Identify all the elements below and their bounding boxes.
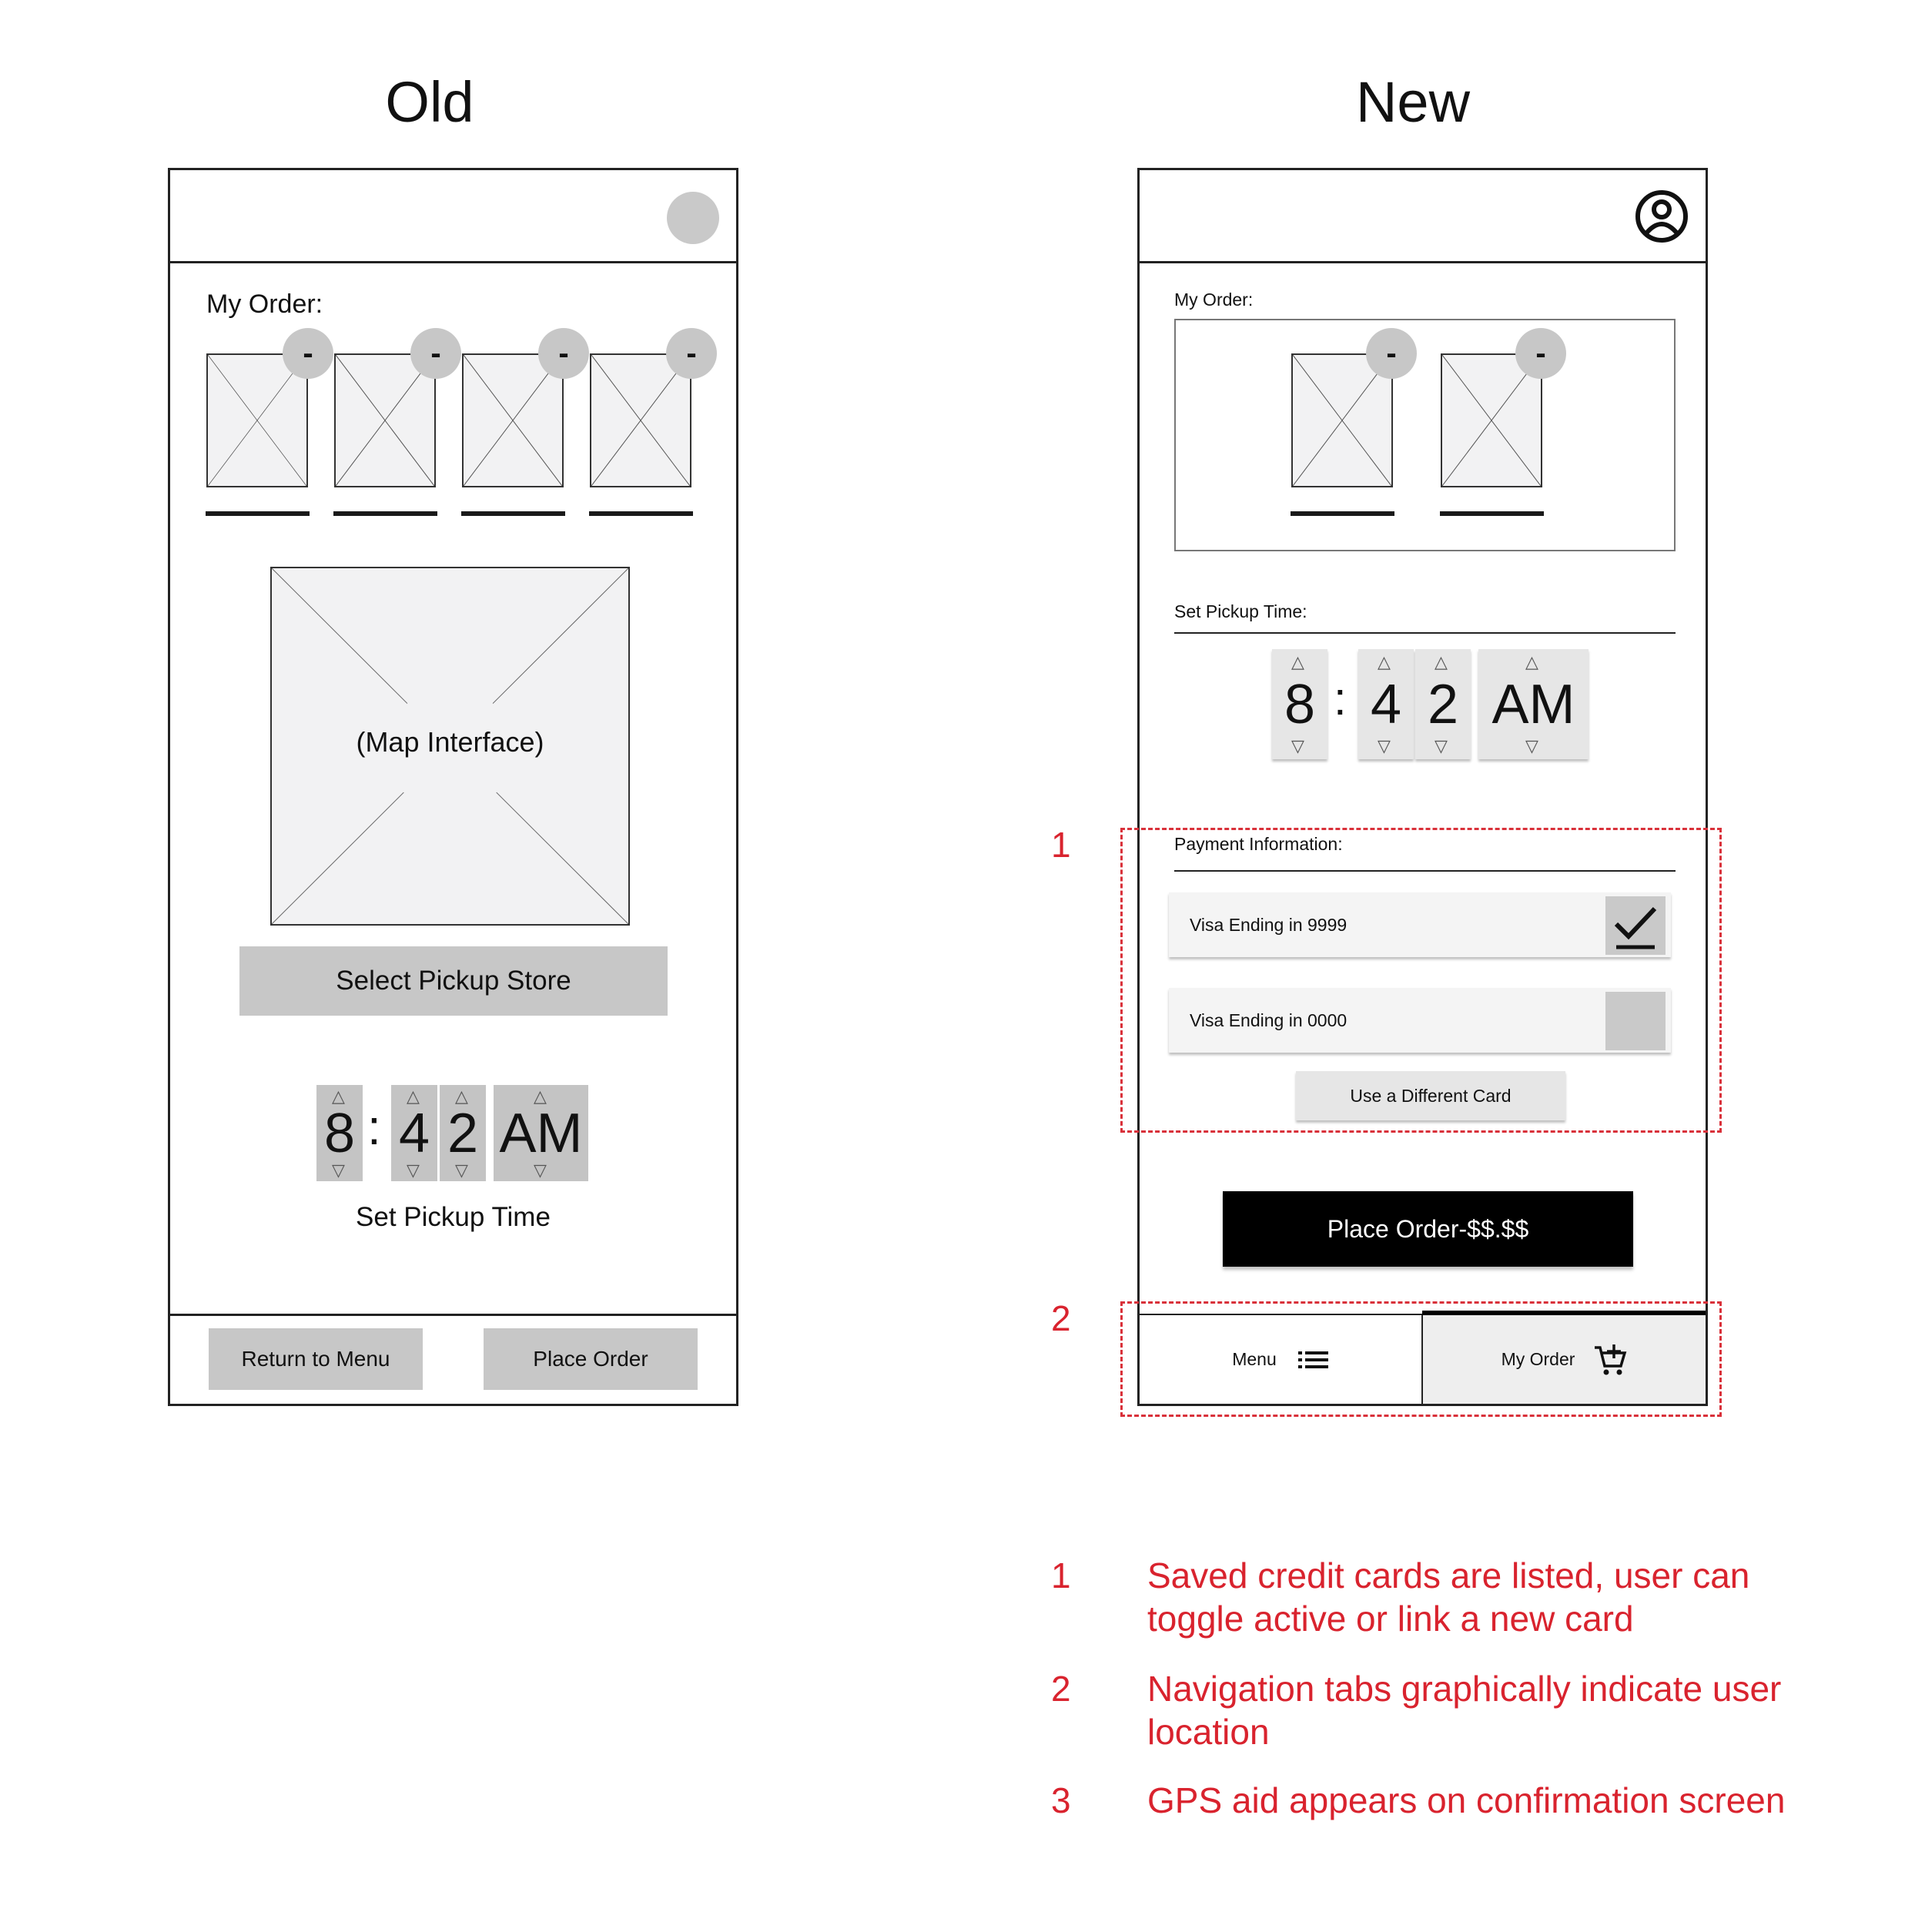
- select-pickup-store-button[interactable]: Select Pickup Store: [239, 946, 668, 1016]
- down-arrow-icon[interactable]: ▽: [407, 1160, 420, 1180]
- annotation-box-payment: [1120, 828, 1722, 1133]
- old-set-pickup-time-label: Set Pickup Time: [356, 1202, 551, 1232]
- old-place-order-button[interactable]: Place Order: [484, 1328, 698, 1390]
- new-min1-value: 4: [1370, 673, 1402, 735]
- old-min2-value: 2: [447, 1102, 479, 1164]
- note-number: 2: [1051, 1669, 1071, 1709]
- old-map-interface[interactable]: [270, 567, 630, 926]
- old-time-colon: :: [367, 1100, 381, 1155]
- down-arrow-icon[interactable]: ▽: [534, 1160, 547, 1180]
- old-period-value: AM: [499, 1102, 583, 1164]
- up-arrow-icon[interactable]: △: [455, 1087, 468, 1106]
- old-my-order-label: My Order:: [206, 290, 323, 319]
- tab-menu-label: Menu: [1232, 1349, 1277, 1369]
- old-remove-item-button[interactable]: -: [410, 328, 461, 379]
- new-place-order-button[interactable]: [1223, 1191, 1633, 1267]
- saved-card-label: Visa Ending in 9999: [1190, 914, 1348, 935]
- new-phone-frame: [1137, 168, 1708, 1406]
- annotation-marker-2: 2: [1051, 1298, 1071, 1338]
- new-time-colon: :: [1334, 673, 1347, 725]
- old-item-underline: [333, 511, 437, 516]
- new-hour-value: 8: [1284, 673, 1316, 735]
- up-arrow-icon[interactable]: △: [534, 1087, 547, 1106]
- account-icon[interactable]: [1634, 189, 1689, 244]
- use-different-card-label: Use a Different Card: [1350, 1085, 1512, 1106]
- old-map-label: (Map Interface): [356, 726, 544, 758]
- old-remove-item-button[interactable]: -: [538, 328, 589, 379]
- old-item-underline: [589, 511, 693, 516]
- up-arrow-icon[interactable]: △: [332, 1087, 345, 1106]
- down-arrow-icon[interactable]: ▽: [1291, 736, 1304, 755]
- old-header-divider: [170, 261, 736, 263]
- note-text: Navigation tabs graphically indicate user location: [1147, 1669, 1782, 1752]
- old-phone-frame: [168, 168, 738, 1406]
- up-arrow-icon[interactable]: △: [1378, 652, 1391, 671]
- up-arrow-icon[interactable]: △: [1291, 652, 1304, 671]
- new-my-order-label: My Order:: [1174, 290, 1254, 310]
- old-hour-value: 8: [323, 1102, 356, 1164]
- note-number: 1: [1051, 1555, 1071, 1595]
- tab-my-order-label: My Order: [1501, 1349, 1575, 1369]
- old-title: Old: [385, 70, 474, 134]
- new-set-pickup-time-label: Set Pickup Time:: [1174, 601, 1307, 621]
- new-remove-item-button[interactable]: -: [1515, 328, 1566, 379]
- old-item-underline: [206, 511, 310, 516]
- new-time-picker: [1272, 649, 1595, 765]
- down-arrow-icon[interactable]: ▽: [455, 1160, 468, 1180]
- up-arrow-icon[interactable]: △: [407, 1087, 420, 1106]
- new-order-items-box: [1174, 319, 1676, 551]
- old-avatar[interactable]: [667, 192, 719, 244]
- new-title: New: [1355, 70, 1471, 134]
- new-min2-value: 2: [1427, 673, 1459, 735]
- new-item-underline: [1440, 511, 1544, 516]
- saved-card-label: Visa Ending in 0000: [1190, 1010, 1348, 1030]
- return-to-menu-button[interactable]: Return to Menu: [209, 1328, 423, 1390]
- annotation-marker-1: 1: [1051, 825, 1071, 865]
- down-arrow-icon[interactable]: ▽: [332, 1160, 345, 1180]
- note-number: 3: [1051, 1780, 1071, 1820]
- old-time-picker: [316, 1085, 624, 1185]
- new-item-underline: [1291, 511, 1394, 516]
- new-remove-item-button[interactable]: -: [1366, 328, 1417, 379]
- place-order-label: Place Order-$$.$$: [1327, 1214, 1529, 1243]
- old-remove-item-button[interactable]: -: [283, 328, 333, 379]
- up-arrow-icon[interactable]: △: [1435, 652, 1448, 671]
- payment-info-label: Payment Information:: [1174, 834, 1343, 854]
- old-item-underline: [461, 511, 565, 516]
- down-arrow-icon[interactable]: ▽: [1378, 736, 1391, 755]
- new-header-divider: [1140, 261, 1706, 263]
- up-arrow-icon[interactable]: △: [1525, 652, 1538, 671]
- note-text: GPS aid appears on confirmation screen: [1147, 1780, 1786, 1820]
- down-arrow-icon[interactable]: ▽: [1435, 736, 1448, 755]
- annotation-box-tabs: [1120, 1301, 1722, 1417]
- note-text: Saved credit cards are listed, user can toggle active or link a new card: [1147, 1555, 1750, 1639]
- new-period-value: AM: [1491, 673, 1575, 735]
- down-arrow-icon[interactable]: ▽: [1525, 736, 1538, 755]
- old-min1-value: 4: [398, 1102, 430, 1164]
- old-remove-item-button[interactable]: -: [666, 328, 717, 379]
- old-footer-divider: [170, 1314, 736, 1316]
- pickup-time-divider: [1174, 632, 1676, 634]
